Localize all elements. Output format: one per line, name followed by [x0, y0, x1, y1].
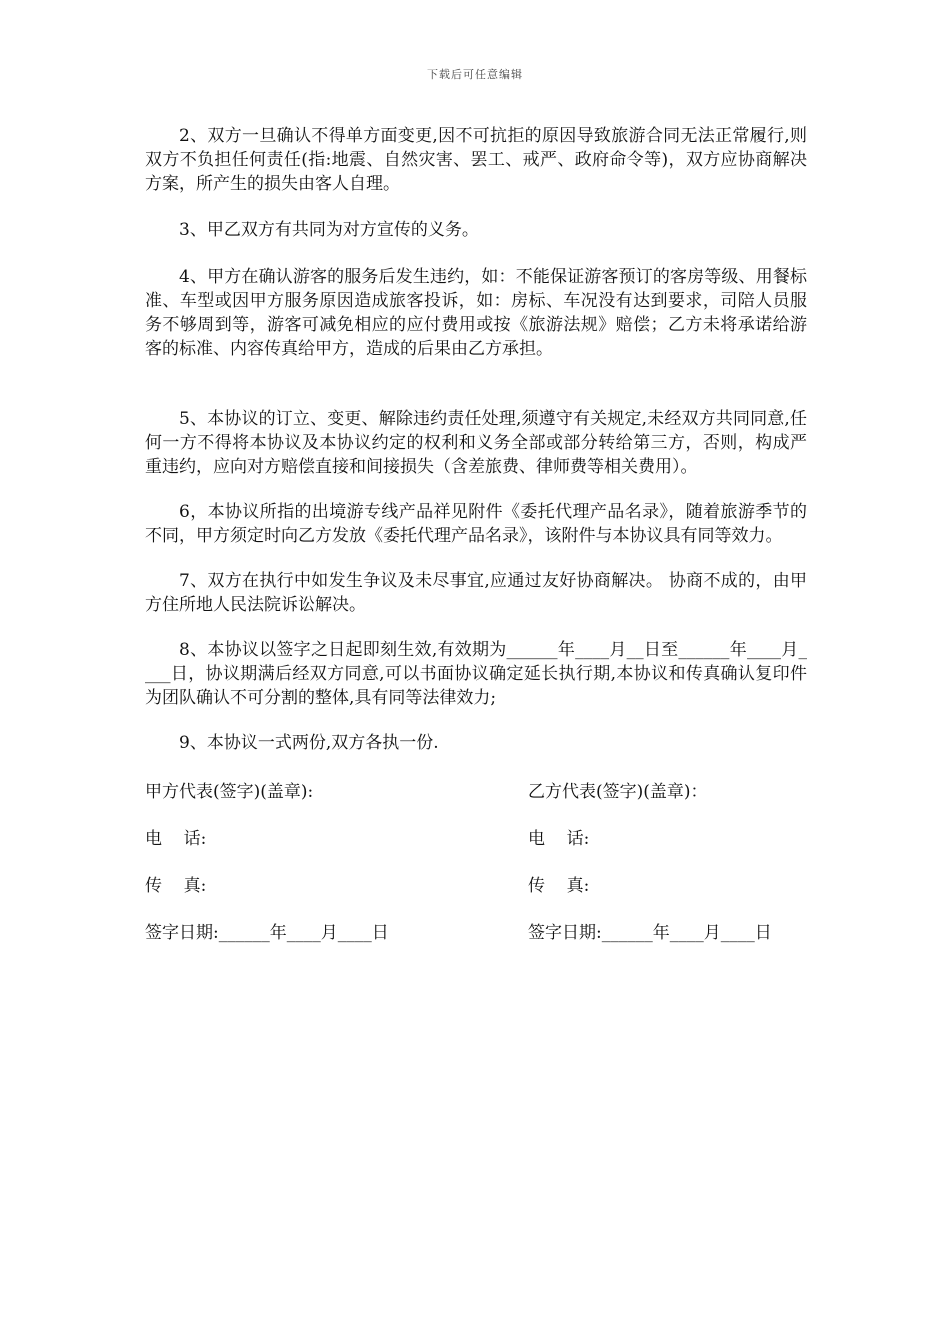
date-row [145, 921, 807, 945]
signature-block [145, 780, 807, 945]
fax-row [145, 874, 807, 898]
party-b-sign-date: 签字日期:______年____月____日 [528, 923, 772, 943]
representative-row [145, 780, 807, 804]
clause-5: 5、本协议的订立、变更、解除违约责任处理,须遵守有关规定,未经双方共同同意,任何一方不得将本协议及本协议约定的权利和义务全部或部分转给第三方，否则，构成严重违约，应向对方赔偿直接和间接损失（含差旅费、律师费等相关费用）。 [145, 409, 807, 477]
clause-6: 6，本协议所指的出境游专线产品祥见附件《委托代理产品名录》，随着旅游季节的不同，甲方须定时向乙方发放《委托代理产品名录》，该附件与本协议具有同等效力。 [145, 502, 807, 546]
document-body [145, 124, 807, 968]
clause-8: 8、本协议以签字之日起即刻生效,有效期为______年____月__日至______年____月____日，协议期满后经双方同意,可以书面协议确定延长执行期,本协议和传真确认复印件为团队确认不可分割的整体,具有同等法律效力; [145, 640, 807, 708]
phone-row [145, 827, 807, 851]
party-a-fax-label: 传 真: [145, 876, 207, 896]
header-note: 下载后可任意编辑 [427, 68, 523, 81]
clause-7: 7、双方在执行中如发生争议及未尽事宜,应通过友好协商解决。 协商不成的，由甲方住所地人民法院诉讼解决。 [145, 571, 807, 615]
party-b-phone-label: 电 话: [528, 829, 590, 849]
party-b-representative: 乙方代表(签字)(盖章)： [528, 782, 708, 802]
clause-3: 3、甲乙双方有共同为对方宣传的义务。 [179, 220, 479, 240]
clause-2: 2、双方一旦确认不得单方面变更,因不可抗拒的原因导致旅游合同无法正常履行,则双方不负担任何责任(指:地震、自然灾害、罢工、戒严、政府命令等)，双方应协商解决方案，所产生的损失由客人自理。 [145, 126, 807, 194]
party-b-fax-label: 传 真: [528, 876, 590, 896]
clause-4: 4、甲方在确认游客的服务后发生违约，如：不能保证游客预订的客房等级、用餐标准、车型或因甲方服务原因造成旅客投诉，如：房标、车况没有达到要求，司陪人员服务不够周到等，游客可减免相应的应付费用或按《旅游法规》赔偿；乙方未将承诺给游客的标准、内容传真给甲方，造成的后果由乙方承担。 [145, 267, 807, 359]
party-a-representative: 甲方代表(签字)(盖章): [145, 782, 314, 802]
clause-9: 9、本协议一式两份,双方各执一份. [179, 733, 439, 753]
party-a-sign-date: 签字日期:______年____月____日 [145, 923, 389, 943]
party-a-phone-label: 电 话: [145, 829, 207, 849]
